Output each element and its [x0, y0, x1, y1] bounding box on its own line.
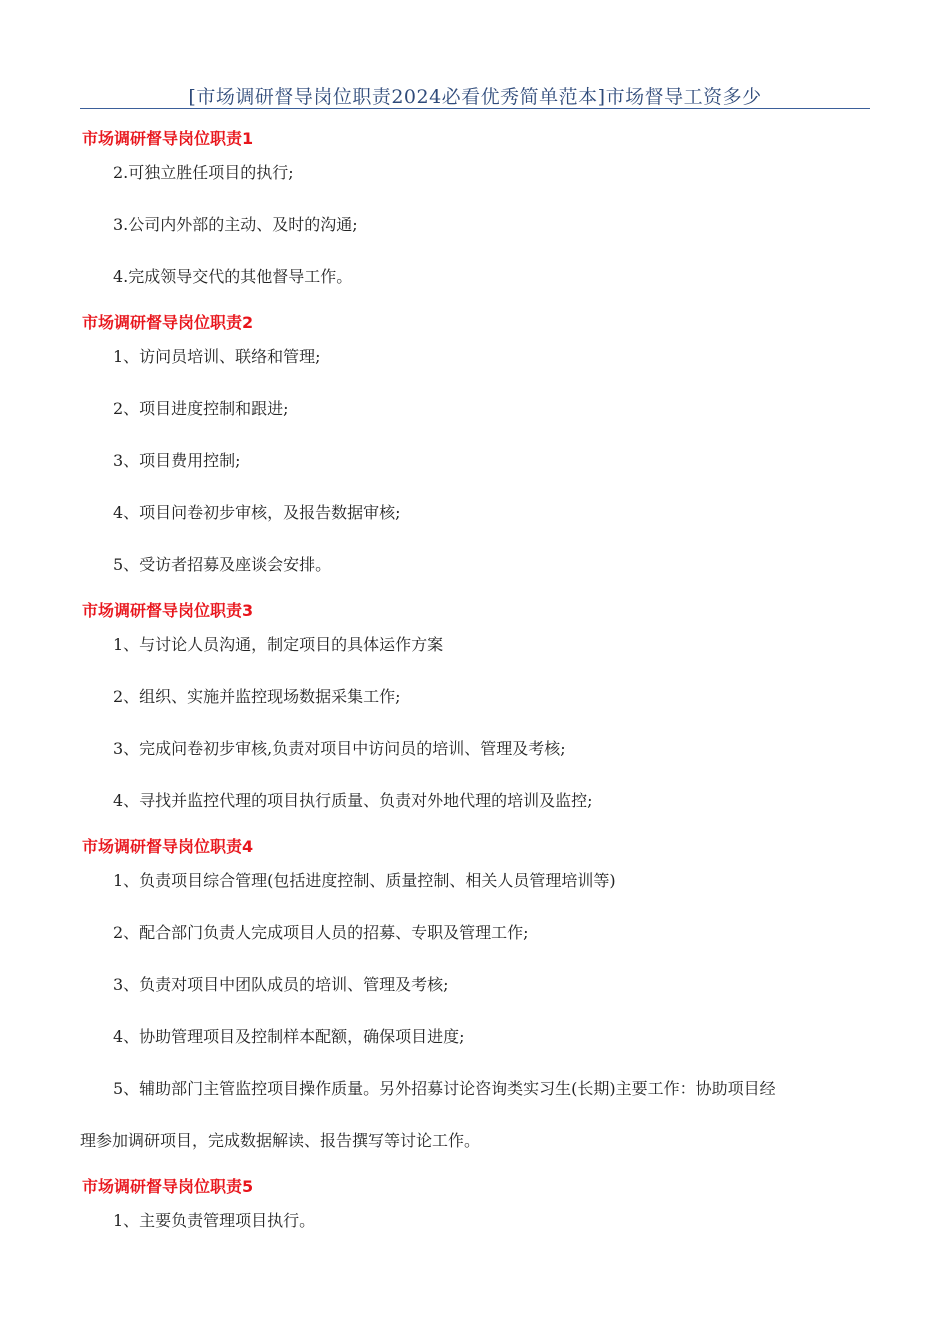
section-1 [80, 126, 870, 290]
list-item-long [80, 1076, 870, 1154]
section-heading: 市场调研督导岗位职责1 [82, 129, 254, 148]
section-2 [80, 310, 870, 578]
document-body [80, 118, 870, 1234]
list-item: 3、完成问卷初步审核,负责对项目中访问员的培训、管理及考核; [113, 739, 566, 758]
list-item: 3、项目费用控制; [113, 451, 241, 470]
list-item: 3.公司内外部的主动、及时的沟通; [113, 215, 358, 234]
list-item: 4、协助管理项目及控制样本配额，确保项目进度; [113, 1027, 465, 1046]
list-item: 2.可独立胜任项目的执行; [113, 163, 294, 182]
list-item: 4.完成领导交代的其他督导工作。 [113, 267, 353, 286]
section-heading: 市场调研督导岗位职责3 [82, 601, 254, 620]
list-item-line: 理参加调研项目，完成数据解读、报告撰写等讨论工作。 [80, 1131, 481, 1150]
list-item: 3、负责对项目中团队成员的培训、管理及考核; [113, 975, 449, 994]
header-divider [80, 108, 870, 109]
section-3 [80, 598, 870, 814]
list-item: 4、项目问卷初步审核，及报告数据审核; [113, 503, 401, 522]
section-4 [80, 834, 870, 1154]
section-heading: 市场调研督导岗位职责2 [82, 313, 254, 332]
list-item: 2、配合部门负责人完成项目人员的招募、专职及管理工作; [113, 923, 529, 942]
list-item: 1、与讨论人员沟通，制定项目的具体运作方案 [113, 635, 444, 654]
list-item: 5、受访者招募及座谈会安排。 [113, 555, 332, 574]
section-heading: 市场调研督导岗位职责5 [82, 1177, 254, 1196]
page-header-title: [市场调研督导岗位职责2024必看优秀简单范本]市场督导工资多少 [188, 86, 762, 108]
list-item: 1、负责项目综合管理(包括进度控制、质量控制、相关人员管理培训等) [113, 871, 616, 890]
list-item: 2、项目进度控制和跟进; [113, 399, 289, 418]
section-5 [80, 1174, 870, 1234]
section-heading: 市场调研督导岗位职责4 [82, 837, 254, 856]
list-item: 1、主要负责管理项目执行。 [113, 1211, 316, 1230]
list-item: 2、组织、实施并监控现场数据采集工作; [113, 687, 401, 706]
list-item: 4、寻找并监控代理的项目执行质量、负责对外地代理的培训及监控; [113, 791, 593, 810]
list-item: 1、访问员培训、联络和管理; [113, 347, 321, 366]
list-item-line: 5、辅助部门主管监控项目操作质量。另外招募讨论咨询类实习生(长期)主要工作：协助项目经 [113, 1079, 776, 1098]
